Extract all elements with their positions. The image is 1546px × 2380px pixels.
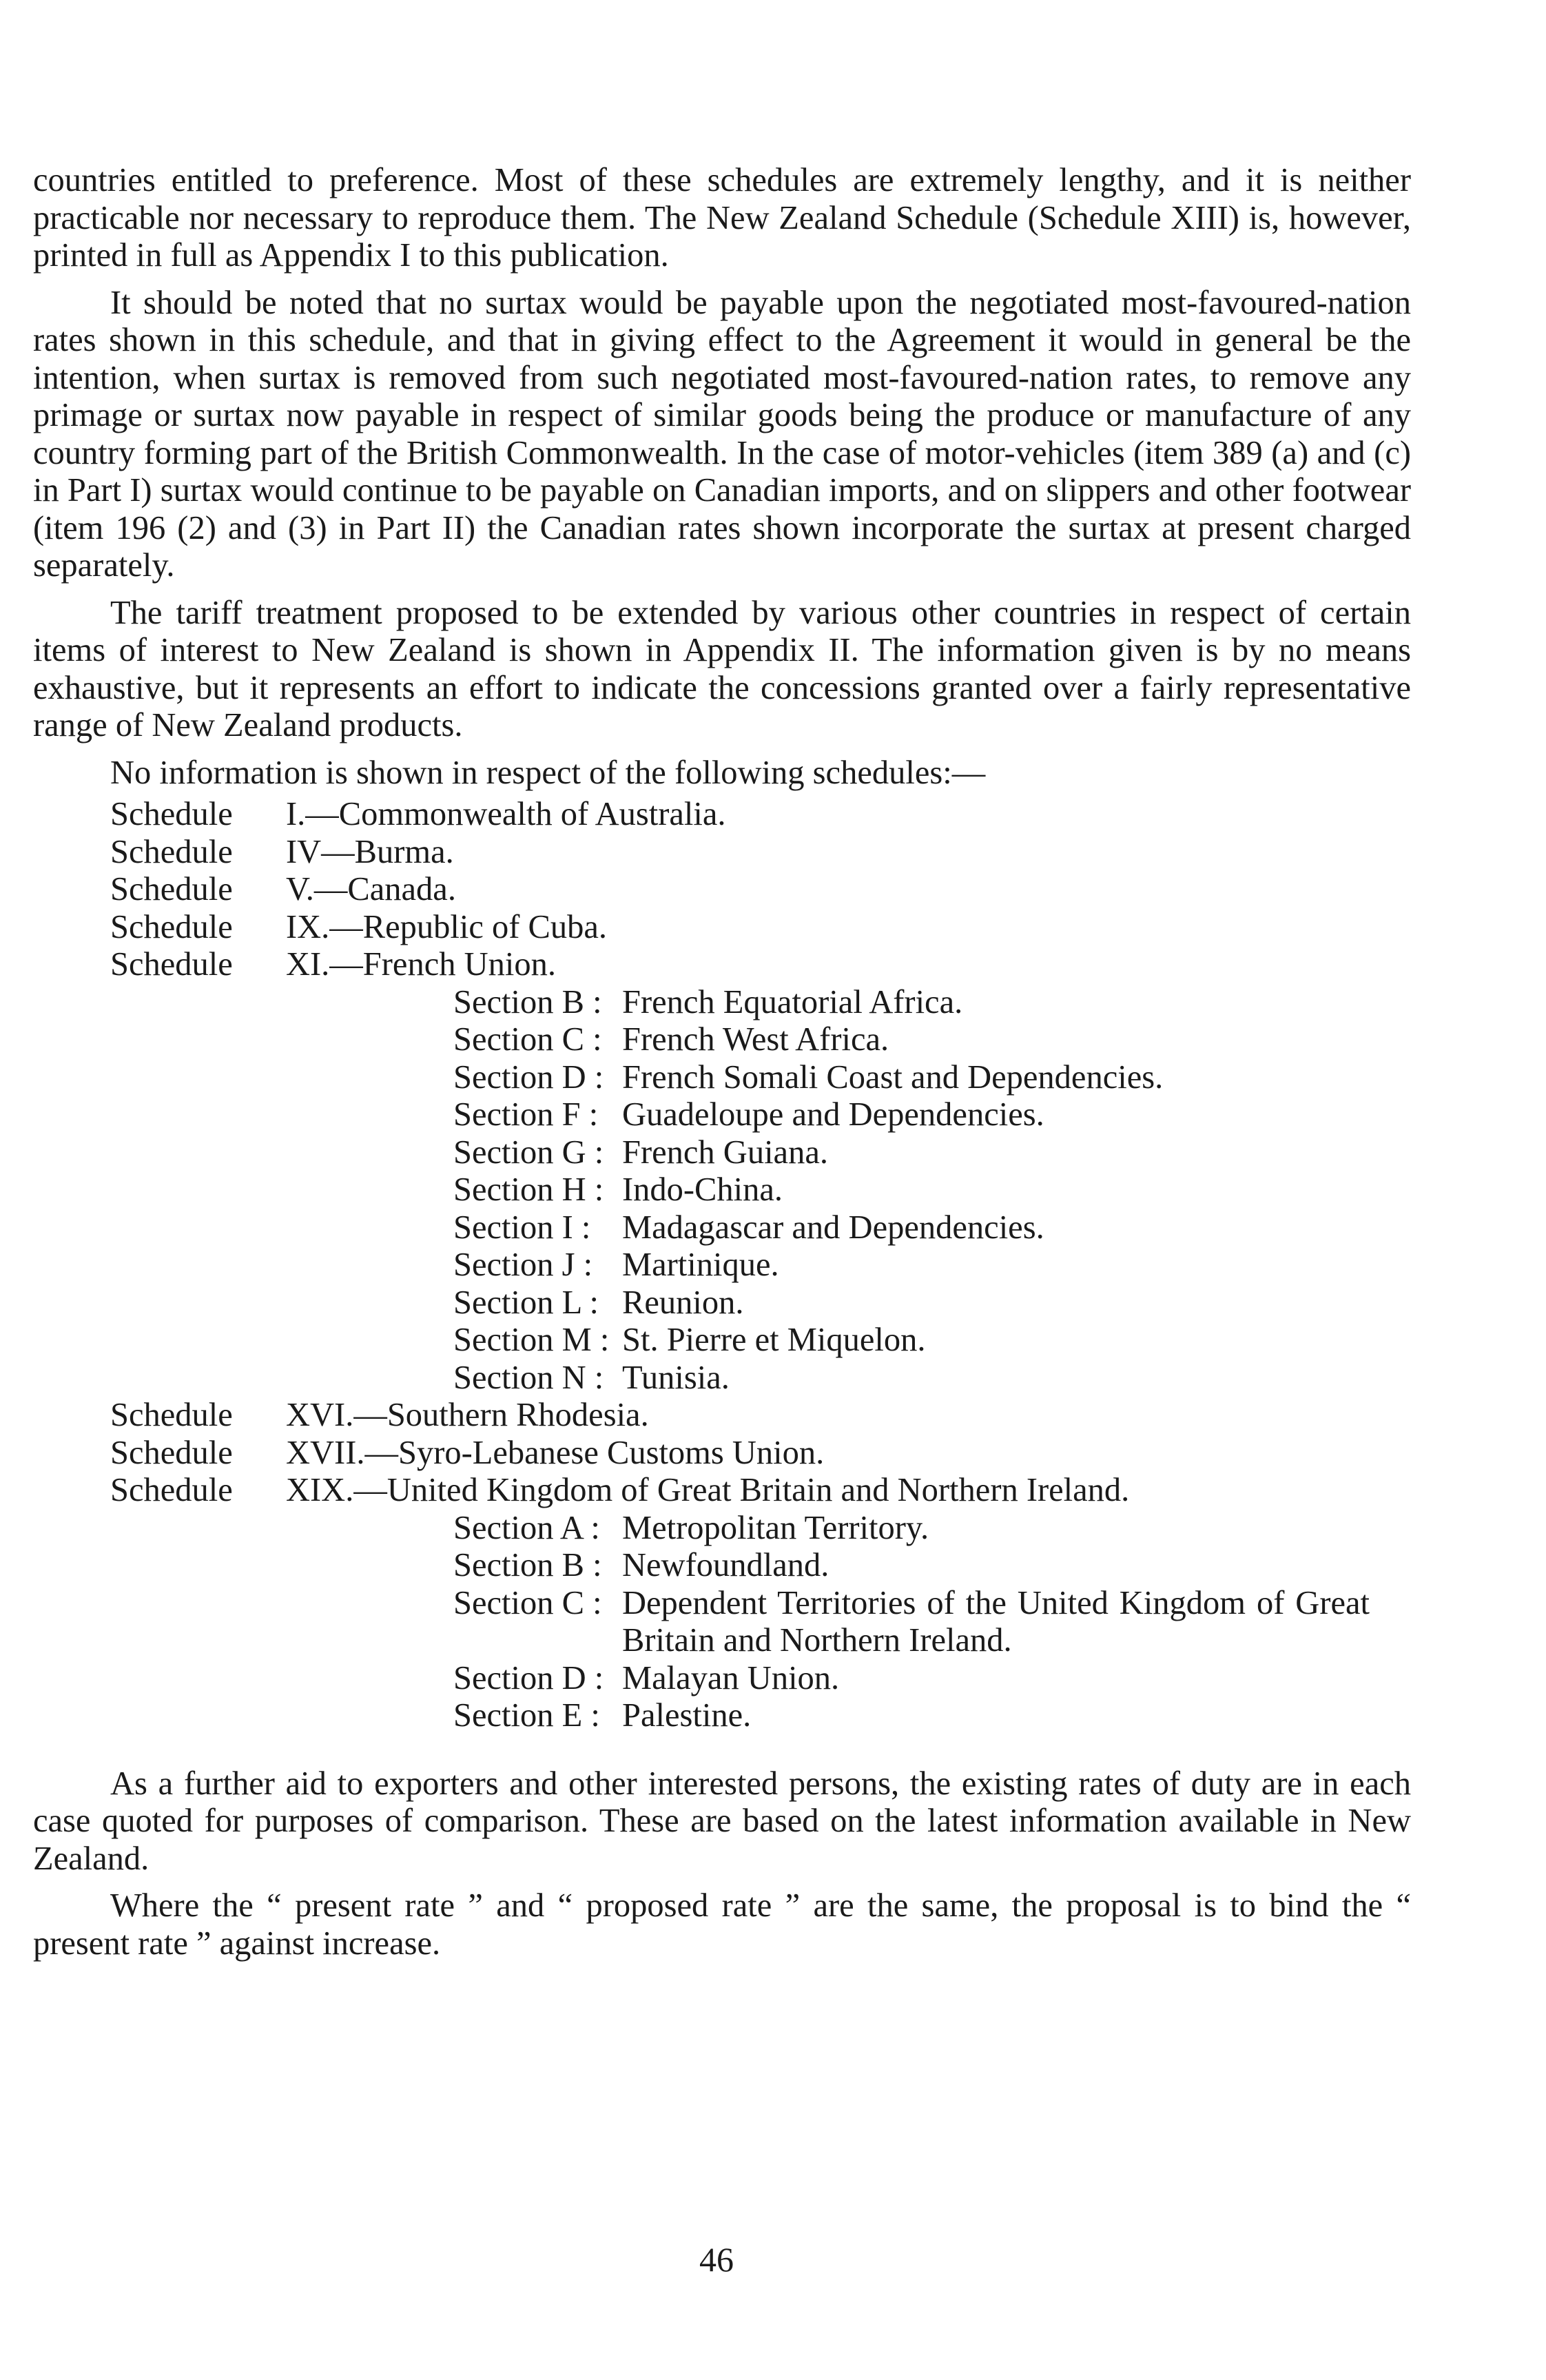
section-row [453,1322,1411,1360]
section-row [453,1134,1411,1172]
schedule-label: Schedule [110,946,233,983]
section-text: French Somali Coast and Dependencies. [622,1058,1164,1096]
section-label: Section D : [453,1659,604,1696]
paragraph-tariff-treatment: The tariff treatment proposed to be extended by various other countries in respect of certain items of interest to New Zealand is shown in Appendix II. The information given is by no means exhaustive, but it represents an effort to indicate the concessions granted over a fairly representative range of New Zealand products. [33,594,1411,743]
schedule-row [110,834,1411,872]
schedule-row [110,1397,1411,1435]
section-text: French West Africa. [622,1021,889,1058]
section-text: St. Pierre et Miquelon. [622,1322,926,1358]
section-row [453,1510,1411,1548]
section-list-french-union [453,984,1411,1397]
section-text: Malayan Union. [622,1659,840,1696]
schedule-text: XVI.—Southern Rhodesia. [286,1397,649,1433]
section-text: Newfoundland. [622,1547,829,1583]
section-text: Guadeloupe and Dependencies. [622,1096,1044,1133]
schedule-label: Schedule [110,908,233,945]
section-label: Section B : [453,983,602,1020]
paragraph-surtax: It should be noted that no surtax would be payable upon the negotiated most-favoured-nation rates shown in this schedule, and that in giving effect to the Agreement it would in general be the intention, when surtax is removed from such negotiated most-favoured-nation rates, to remove any primage or surtax now payable in respect of similar goods being the produce or manufacture of any country forming part of the British Commonwealth. In the case of motor-vehicles (item 389 (a) and (c) in Part I) surtax would continue to be payable on Canadian imports, and on slippers and other footwear (item 196 (2) and (3) in Part II) the Canadian rates shown incorporate the surtax at present charged separately. [33,284,1411,584]
section-text: Indo-China. [622,1171,783,1208]
section-text: Tunisia. [622,1359,730,1396]
section-row [453,1660,1411,1698]
schedule-text: XIX.—United Kingdom of Great Britain and Northern Ireland. [286,1472,1130,1508]
section-text: French Equatorial Africa. [622,983,963,1020]
section-label: Section M : [453,1322,610,1358]
schedule-row [110,909,1411,947]
document-body [33,162,1411,1972]
section-label: Section E : [453,1697,600,1734]
schedule-row [110,1435,1411,1473]
page-number: 46 [699,2240,734,2279]
paragraph-preference: countries entitled to preference. Most of these schedules are extremely lengthy, and it is neither practicable nor necessary to reproduce them. The New Zealand Schedule (Schedule XIII) is, however, printed in full as Appendix I to this publication. [33,162,1411,274]
schedule-text: XI.—French Union. [286,946,556,983]
schedule-label: Schedule [110,1434,233,1471]
section-label: Section N : [453,1359,604,1396]
section-row [453,1360,1411,1397]
schedule-text: I.—Commonwealth of Australia. [286,796,726,832]
schedule-text: XVII.—Syro-Lebanese Customs Union. [286,1434,825,1471]
section-row [453,1247,1411,1284]
section-text: French Guiana. [622,1133,828,1171]
schedule-label: Schedule [110,871,233,907]
schedule-label: Schedule [110,1397,233,1433]
section-row [453,1585,1411,1660]
schedule-row [110,946,1411,984]
section-label: Section G : [453,1133,604,1171]
section-label: Section L : [453,1284,599,1321]
schedule-label: Schedule [110,1472,233,1508]
schedule-text: IX.—Republic of Cuba. [286,908,608,945]
section-label: Section D : [453,1058,604,1096]
section-text: Metropolitan Territory. [622,1509,929,1546]
schedule-list-second [110,1397,1411,1510]
section-row [453,1021,1411,1059]
schedule-label: Schedule [110,833,233,870]
schedule-text: IV—Burma. [286,833,454,870]
section-row [453,1284,1411,1322]
schedule-label: Schedule [110,796,233,832]
section-text: Martinique. [622,1247,779,1283]
paragraph-present-rate: Where the “ present rate ” and “ proposed rate ” are the same, the proposal is to bind the “ present rate ” against increase. [33,1887,1411,1962]
section-text: Palestine. [622,1697,752,1734]
section-label: Section C : [453,1021,602,1058]
section-label: Section J : [453,1247,593,1283]
section-row [453,1059,1411,1097]
section-row [453,1697,1411,1735]
schedule-row [110,796,1411,834]
section-label: Section B : [453,1547,602,1583]
section-label: Section I : [453,1209,591,1246]
section-list-united-kingdom [453,1510,1411,1735]
section-row [453,984,1411,1022]
schedule-text: V.—Canada. [286,871,456,907]
schedule-row [110,1472,1411,1510]
schedule-row [110,871,1411,909]
section-label: Section A : [453,1509,600,1546]
section-row [453,1547,1411,1585]
section-row [453,1171,1411,1209]
section-label: Section F : [453,1096,599,1133]
paragraph-further-aid: As a further aid to exporters and other interested persons, the existing rates of duty are in each case quoted for purposes of comparison. These are based on the latest information available in New Zealand. [33,1765,1411,1877]
section-text: Madagascar and Dependencies. [622,1209,1044,1246]
paragraph-no-information: No information is shown in respect of the following schedules:— [110,754,986,791]
section-label: Section H : [453,1171,604,1208]
schedule-list-first [110,796,1411,984]
section-text: Dependent Territories of the United Kingdom of Great Britain and Northern Ireland. [622,1584,1370,1659]
section-row [453,1096,1411,1134]
section-text: Reunion. [622,1284,744,1321]
section-row [453,1209,1411,1247]
section-label: Section C : [453,1584,602,1621]
